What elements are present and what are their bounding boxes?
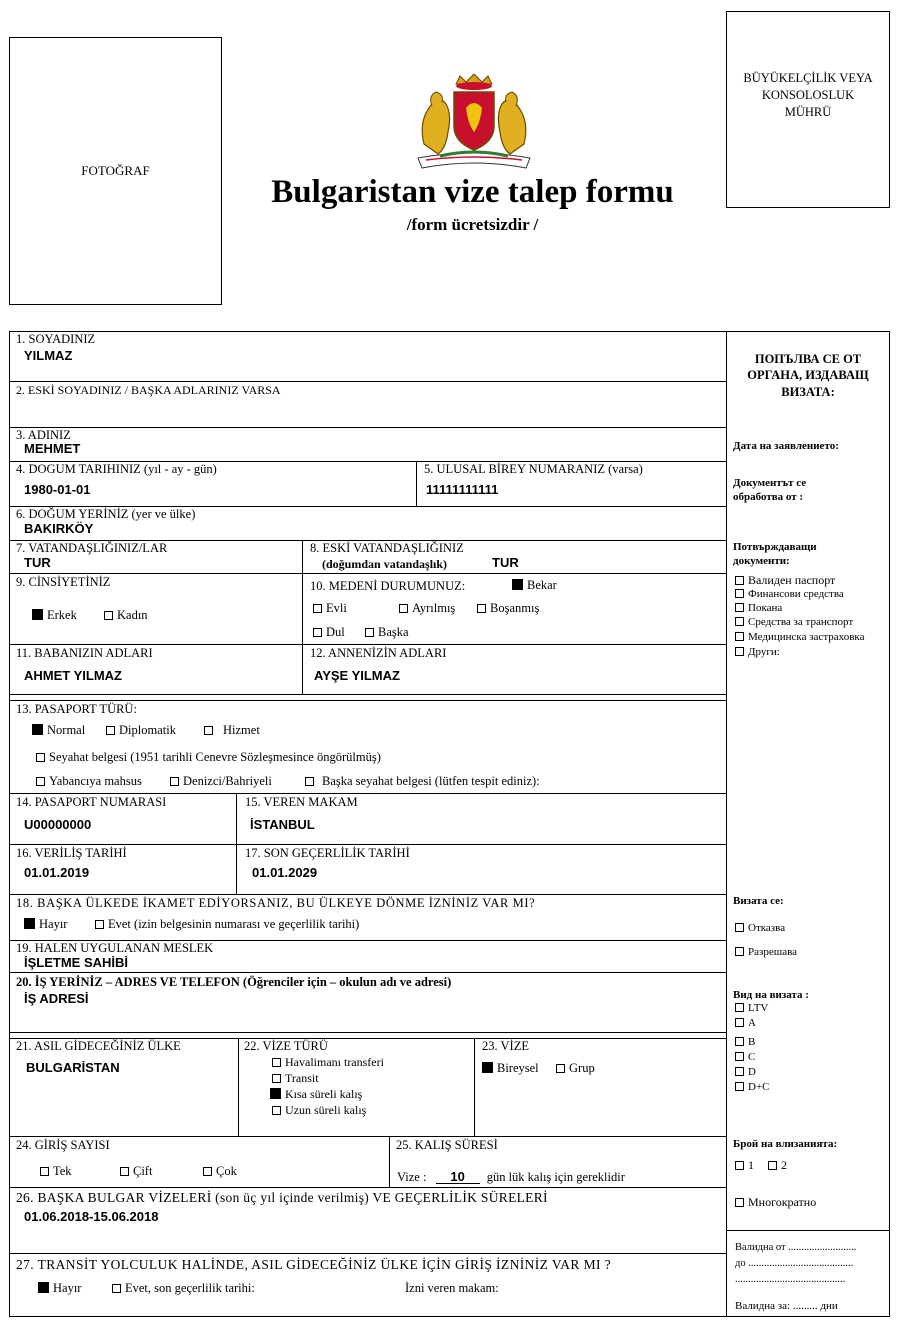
field-16-label: 16. VERİLİŞ TARİHİ bbox=[16, 846, 127, 860]
checkbox-icon bbox=[272, 1106, 281, 1115]
option-text: Bireysel bbox=[497, 1061, 539, 1075]
transit-permit-yes-option[interactable] bbox=[112, 1282, 255, 1295]
issue-date-value[interactable]: 01.01.2019 bbox=[24, 865, 90, 880]
visa-type-d-option[interactable] bbox=[735, 1067, 756, 1078]
checkbox-icon bbox=[305, 777, 314, 786]
marital-single-option[interactable] bbox=[512, 579, 557, 592]
visa-airport-transit-option[interactable] bbox=[272, 1056, 384, 1068]
rule bbox=[9, 1253, 726, 1254]
processed-by-line: обработва от : bbox=[733, 490, 804, 503]
stay-suffix: gün lük kalış için gereklidir bbox=[486, 1170, 625, 1184]
field-23-label: 23. VİZE bbox=[482, 1039, 529, 1053]
visa-type-a-option[interactable] bbox=[735, 1018, 756, 1029]
field-4-label: 4. DOGUM TARIHINIZ (yıl - ay - gün) bbox=[16, 462, 217, 476]
gender-male-option[interactable] bbox=[32, 609, 77, 622]
consulate-heading-line: ОРГАНА, ИЗДАВАЩ bbox=[747, 368, 869, 383]
option-text: Dul bbox=[326, 625, 345, 639]
checkbox-icon bbox=[36, 777, 45, 786]
visa-type-b-option[interactable] bbox=[735, 1037, 755, 1048]
checked-box-icon bbox=[270, 1088, 281, 1099]
option-text: B bbox=[748, 1036, 756, 1048]
checked-box-icon bbox=[32, 724, 43, 735]
page-title: Bulgaristan vize talep formu bbox=[271, 174, 674, 210]
occupation-value[interactable]: İŞLETME SAHİBİ bbox=[24, 955, 129, 970]
option-text: Evet (izin belgesinin numarası ve geçerlilik tarihi) bbox=[108, 917, 360, 931]
nationality-value[interactable]: TUR bbox=[24, 555, 51, 570]
transit-permit-authority: İzni veren makam: bbox=[405, 1281, 499, 1295]
photo-label: FOTOĞRAF bbox=[81, 163, 150, 178]
checkbox-icon bbox=[735, 1003, 744, 1012]
checkbox-icon bbox=[735, 617, 744, 626]
visa-long-stay-option[interactable] bbox=[272, 1104, 366, 1116]
option-text: Финансови средства bbox=[748, 588, 844, 600]
field-8-sublabel: (doğumdan vatandaşlık) bbox=[322, 557, 448, 571]
option-text: Transit bbox=[285, 1071, 319, 1085]
visa-type-ltv-option[interactable] bbox=[735, 1003, 768, 1014]
entries-multiple-option[interactable] bbox=[203, 1165, 237, 1178]
checkbox-icon bbox=[95, 920, 104, 929]
checkbox-icon bbox=[104, 611, 113, 620]
surname-value[interactable]: YILMAZ bbox=[24, 348, 73, 363]
option-text: Evli bbox=[326, 601, 347, 615]
field-11-label: 11. BABANIZIN ADLARI bbox=[16, 646, 153, 660]
option-text: Seyahat belgesi (1951 tarihli Cenevre Sözleşmesince öngörülmüş) bbox=[49, 750, 381, 764]
visa-type-c-option[interactable] bbox=[735, 1052, 755, 1063]
valid-dots: .......................................... bbox=[735, 1274, 846, 1285]
checkbox-icon bbox=[735, 947, 744, 956]
option-text: Разрешава bbox=[748, 946, 798, 958]
checked-box-icon bbox=[24, 918, 35, 929]
doc-passport-option[interactable] bbox=[735, 574, 835, 586]
field-15-label: 15. VEREN MAKAM bbox=[245, 795, 358, 809]
rule bbox=[9, 427, 726, 428]
application-date-label: Дата на заявлението: bbox=[733, 440, 839, 452]
coat-of-arms-icon bbox=[410, 74, 538, 170]
visa-transit-option[interactable] bbox=[272, 1072, 319, 1084]
supporting-docs-line: Потвърждаващи bbox=[733, 541, 817, 553]
checkbox-icon bbox=[735, 589, 744, 598]
consulate-heading bbox=[727, 351, 889, 400]
field-13-label: 13. PASAPORT TÜRÜ: bbox=[16, 702, 137, 716]
field-26-label: 26. BAŞKA BULGAR VİZELERİ (son üç yıl içinde verilmiş) VE GEÇERLİLİK SÜRELERİ bbox=[16, 1190, 548, 1205]
checkbox-icon bbox=[735, 647, 744, 656]
checkbox-icon bbox=[735, 1067, 744, 1076]
option-text: Hayır bbox=[53, 1281, 82, 1295]
consulate-heading-line: ВИЗАТА: bbox=[781, 384, 835, 399]
national-id-value[interactable]: 11111111111 bbox=[426, 482, 499, 497]
field-27-label: 27. TRANSİT YOLCULUK HALİNDE, ASIL GİDECEĞİNİZ ÜLKE İÇİN GİRİŞ İZNİNİZ VAR MI ? bbox=[16, 1257, 612, 1272]
checkbox-icon bbox=[735, 603, 744, 612]
option-text: Havalimanı transferi bbox=[285, 1055, 384, 1069]
visa-individual-option[interactable] bbox=[482, 1062, 539, 1075]
field-6-label: 6. DOĞUM YERİNİZ (yer ve ülke) bbox=[16, 507, 196, 521]
option-text: Kadın bbox=[117, 608, 148, 622]
checkbox-icon bbox=[170, 777, 179, 786]
passport-alien-option[interactable] bbox=[36, 775, 142, 788]
destination-country-value[interactable]: BULGARİSTAN bbox=[26, 1060, 120, 1075]
option-text: Kısa süreli kalış bbox=[285, 1087, 363, 1101]
option-text: Hayır bbox=[39, 917, 68, 931]
passport-service-option[interactable] bbox=[204, 724, 260, 737]
checkbox-icon bbox=[36, 753, 45, 762]
stamp-label-line: MÜHRÜ bbox=[784, 104, 832, 119]
former-nationality-value[interactable]: TUR bbox=[492, 555, 519, 570]
option-text: Hizmet bbox=[223, 723, 260, 737]
mother-name-value[interactable]: AYŞE YILMAZ bbox=[314, 668, 400, 683]
rule bbox=[238, 1038, 239, 1136]
visa-decision-label: Визата се: bbox=[733, 895, 784, 907]
passport-diplomatic-option[interactable] bbox=[106, 724, 176, 737]
birth-date-value[interactable]: 1980-01-01 bbox=[24, 482, 91, 497]
valid-from: Валидна от .......................... bbox=[735, 1242, 857, 1253]
rule bbox=[236, 793, 237, 894]
option-text: Çok bbox=[216, 1164, 237, 1178]
field-24-label: 24. GİRİŞ SAYISI bbox=[16, 1138, 110, 1152]
issuing-authority-value[interactable]: İSTANBUL bbox=[250, 817, 315, 832]
rule bbox=[474, 1038, 475, 1136]
processed-by-line: Документът се bbox=[733, 477, 807, 489]
rule bbox=[9, 972, 726, 973]
option-text: Валиден паспорт bbox=[748, 573, 836, 587]
stamp-label bbox=[726, 70, 890, 121]
field-21-label: 21. ASIL GİDECEĞİNİZ ÜLKE bbox=[16, 1039, 181, 1053]
option-text: C bbox=[748, 1051, 756, 1063]
residence-return-yes-option[interactable] bbox=[95, 918, 359, 931]
checkbox-icon bbox=[204, 726, 213, 735]
marital-divorced-option[interactable] bbox=[477, 602, 539, 615]
option-text: Yabancıya mahsus bbox=[49, 774, 142, 788]
stay-duration-row bbox=[397, 1170, 625, 1184]
visa-type-dc-option[interactable] bbox=[735, 1082, 769, 1093]
name-value[interactable]: MEHMET bbox=[24, 441, 81, 456]
option-text: 1 bbox=[748, 1158, 754, 1172]
checked-box-icon bbox=[32, 609, 43, 620]
option-text: D bbox=[748, 1066, 756, 1078]
checkbox-icon bbox=[203, 1167, 212, 1176]
option-text: Çift bbox=[133, 1164, 153, 1178]
page-subtitle: /form ücretsizdir / bbox=[406, 215, 539, 234]
doc-other-option[interactable] bbox=[735, 647, 780, 658]
option-text: Boşanmış bbox=[490, 601, 540, 615]
rule bbox=[9, 700, 726, 701]
field-17-label: 17. SON GEÇERLİLİK TARİHİ bbox=[245, 846, 410, 860]
doc-insurance-option[interactable] bbox=[735, 632, 864, 643]
birth-place-value[interactable]: BAKIRKÖY bbox=[24, 521, 94, 536]
option-text: Средства за транспорт bbox=[748, 616, 854, 628]
checkbox-icon bbox=[313, 604, 322, 613]
option-text: Отказва bbox=[748, 922, 786, 934]
checkbox-icon bbox=[735, 923, 744, 932]
father-name-value[interactable]: AHMET YILMAZ bbox=[24, 668, 122, 683]
field-25-label: 25. KALIŞ SÜRESİ bbox=[396, 1138, 498, 1152]
field-1-label: 1. SOYADINIZ bbox=[16, 332, 96, 346]
checkbox-icon bbox=[735, 1052, 744, 1061]
rule bbox=[302, 540, 303, 694]
field-2-label: 2. ESKİ SOYADINIZ / BAŞKA ADLARINIZ VARSA bbox=[16, 383, 281, 397]
checkbox-icon bbox=[365, 628, 374, 637]
supporting-docs-label bbox=[733, 541, 817, 569]
marital-other-option[interactable] bbox=[365, 626, 409, 639]
checkbox-icon bbox=[399, 604, 408, 613]
option-text: Други: bbox=[748, 646, 780, 658]
checked-box-icon bbox=[482, 1062, 493, 1073]
option-text: D+C bbox=[748, 1081, 770, 1093]
visa-group-option[interactable] bbox=[556, 1062, 595, 1075]
expiry-date-value[interactable]: 01.01.2029 bbox=[252, 865, 318, 880]
checkbox-icon bbox=[735, 632, 744, 641]
visa-granted-option[interactable] bbox=[735, 947, 797, 958]
option-text: Многократно bbox=[748, 1195, 817, 1209]
field-5-label: 5. ULUSAL BİREY NUMARANIZ (varsa) bbox=[424, 462, 643, 476]
stamp-label-line: BÜYÜKELÇİLİK VEYA bbox=[743, 71, 873, 85]
option-text: Покана bbox=[748, 602, 783, 614]
field-14-label: 14. PASAPORT NUMARASI bbox=[16, 795, 167, 809]
valid-to: до ........................................ bbox=[735, 1258, 854, 1269]
rule bbox=[389, 1136, 390, 1187]
residence-return-no-option[interactable] bbox=[24, 918, 67, 931]
rule bbox=[9, 844, 726, 845]
rule bbox=[9, 644, 726, 645]
rule bbox=[9, 894, 726, 895]
option-text: Uzun süreli kalış bbox=[285, 1103, 367, 1117]
entries-one-option[interactable] bbox=[735, 1159, 754, 1171]
stamp-label-line: KONSOLOSLUK bbox=[761, 87, 855, 102]
visa-type-label: Вид на визата : bbox=[733, 989, 809, 1001]
processed-by-label bbox=[733, 477, 806, 505]
entries-single-option[interactable] bbox=[40, 1165, 72, 1178]
field-3-label: 3. ADINIZ bbox=[16, 428, 71, 442]
option-text: Evet, son geçerlilik tarihi: bbox=[125, 1281, 255, 1295]
entries-multiple-option[interactable] bbox=[735, 1196, 816, 1208]
checkbox-icon bbox=[120, 1167, 129, 1176]
checkbox-icon bbox=[735, 1198, 744, 1207]
field-18-label: 18. BAŞKA ÜLKEDE İKAMET EDİYORSANIZ, BU ÜLKEYE DÖNME İZNİNİZ VAR MI? bbox=[16, 896, 536, 910]
marital-married-option[interactable] bbox=[313, 602, 347, 615]
option-text: Erkek bbox=[47, 608, 77, 622]
rule bbox=[9, 1187, 726, 1188]
visa-refused-option[interactable] bbox=[735, 923, 785, 934]
entries-two-option[interactable] bbox=[768, 1159, 787, 1171]
checkbox-icon bbox=[313, 628, 322, 637]
rule bbox=[9, 381, 726, 382]
checkbox-icon bbox=[735, 1082, 744, 1091]
stay-days-value[interactable]: 10 bbox=[436, 1170, 480, 1184]
field-8-label: 8. ESKİ VATANDAŞLIĞINIZ bbox=[310, 541, 464, 555]
doc-invitation-option[interactable] bbox=[735, 603, 782, 614]
checkbox-icon bbox=[768, 1161, 777, 1170]
rule bbox=[416, 461, 417, 506]
option-text: Grup bbox=[569, 1061, 595, 1075]
field-12-label: 12. ANNENİZİN ADLARI bbox=[310, 646, 447, 660]
checked-box-icon bbox=[512, 579, 523, 590]
passport-seaman-option[interactable] bbox=[170, 775, 272, 788]
passport-number-value[interactable]: U00000000 bbox=[24, 817, 92, 832]
rule bbox=[9, 1032, 726, 1033]
field-9-label: 9. CİNSİYETİNİZ bbox=[16, 575, 111, 589]
passport-travel-doc-option[interactable] bbox=[36, 751, 381, 764]
rule bbox=[9, 573, 726, 574]
option-text: Tek bbox=[53, 1164, 72, 1178]
checked-box-icon bbox=[38, 1282, 49, 1293]
field-7-label: 7. VATANDAŞLIĞINIZ/LAR bbox=[16, 541, 168, 555]
option-text: Denizci/Bahriyeli bbox=[183, 774, 272, 788]
doc-funds-option[interactable] bbox=[735, 589, 844, 600]
option-text: 2 bbox=[781, 1158, 787, 1172]
work-address-value[interactable]: İŞ ADRESİ bbox=[24, 991, 89, 1006]
stay-prefix: Vize : bbox=[397, 1170, 427, 1184]
checkbox-icon bbox=[272, 1058, 281, 1067]
previous-visas-value[interactable]: 01.06.2018-15.06.2018 bbox=[24, 1209, 159, 1224]
marital-separated-option[interactable] bbox=[399, 602, 455, 615]
gender-female-option[interactable] bbox=[104, 609, 148, 622]
entries-count-label: Брой на влизанията: bbox=[733, 1138, 838, 1150]
supporting-docs-line: документи: bbox=[733, 554, 790, 567]
option-text: Normal bbox=[47, 723, 86, 737]
passport-normal-option[interactable] bbox=[32, 724, 85, 737]
checkbox-icon bbox=[735, 1161, 744, 1170]
visa-short-stay-option[interactable] bbox=[270, 1088, 362, 1100]
checkbox-icon bbox=[735, 1018, 744, 1027]
option-text: Diplomatik bbox=[119, 723, 176, 737]
checkbox-icon bbox=[477, 604, 486, 613]
rule bbox=[9, 793, 726, 794]
field-20-label: 20. İŞ YERİNİZ – ADRES VE TELEFON (Öğrenciler için – okulun adı ve adresi) bbox=[16, 975, 452, 989]
field-19-label: 19. HALEN UYGULANAN MESLEK bbox=[16, 941, 214, 955]
entries-double-option[interactable] bbox=[120, 1165, 152, 1178]
transit-permit-no-option[interactable] bbox=[38, 1282, 81, 1295]
option-text: Ayrılmış bbox=[412, 601, 456, 615]
field-10-label: 10. MEDENİ DURUMUNUZ: bbox=[310, 579, 466, 593]
checkbox-icon bbox=[112, 1284, 121, 1293]
checkbox-icon bbox=[735, 576, 744, 585]
checkbox-icon bbox=[272, 1074, 281, 1083]
consulate-divider bbox=[726, 331, 727, 1317]
checkbox-icon bbox=[40, 1167, 49, 1176]
passport-other-option[interactable] bbox=[305, 775, 540, 788]
option-text: Bekar bbox=[527, 578, 557, 592]
rule bbox=[9, 694, 726, 695]
valid-for: Валидна за: ......... дни bbox=[735, 1300, 838, 1312]
option-text: LTV bbox=[748, 1002, 769, 1014]
consulate-heading-line: ПОПЪЛВА СЕ ОТ bbox=[754, 352, 862, 366]
option-text: Медицинска застраховка bbox=[748, 631, 865, 643]
rule bbox=[9, 1136, 726, 1137]
checkbox-icon bbox=[556, 1064, 565, 1073]
option-text: Başka bbox=[378, 625, 409, 639]
checkbox-icon bbox=[106, 726, 115, 735]
doc-transport-option[interactable] bbox=[735, 617, 853, 628]
rule bbox=[726, 1230, 890, 1231]
option-text: Başka seyahat belgesi (lütfen tespit ediniz): bbox=[322, 774, 540, 788]
checkbox-icon bbox=[735, 1037, 744, 1046]
marital-widowed-option[interactable] bbox=[313, 626, 345, 639]
option-text: A bbox=[748, 1017, 756, 1029]
field-22-label: 22. VİZE TÜRÜ bbox=[244, 1039, 328, 1053]
